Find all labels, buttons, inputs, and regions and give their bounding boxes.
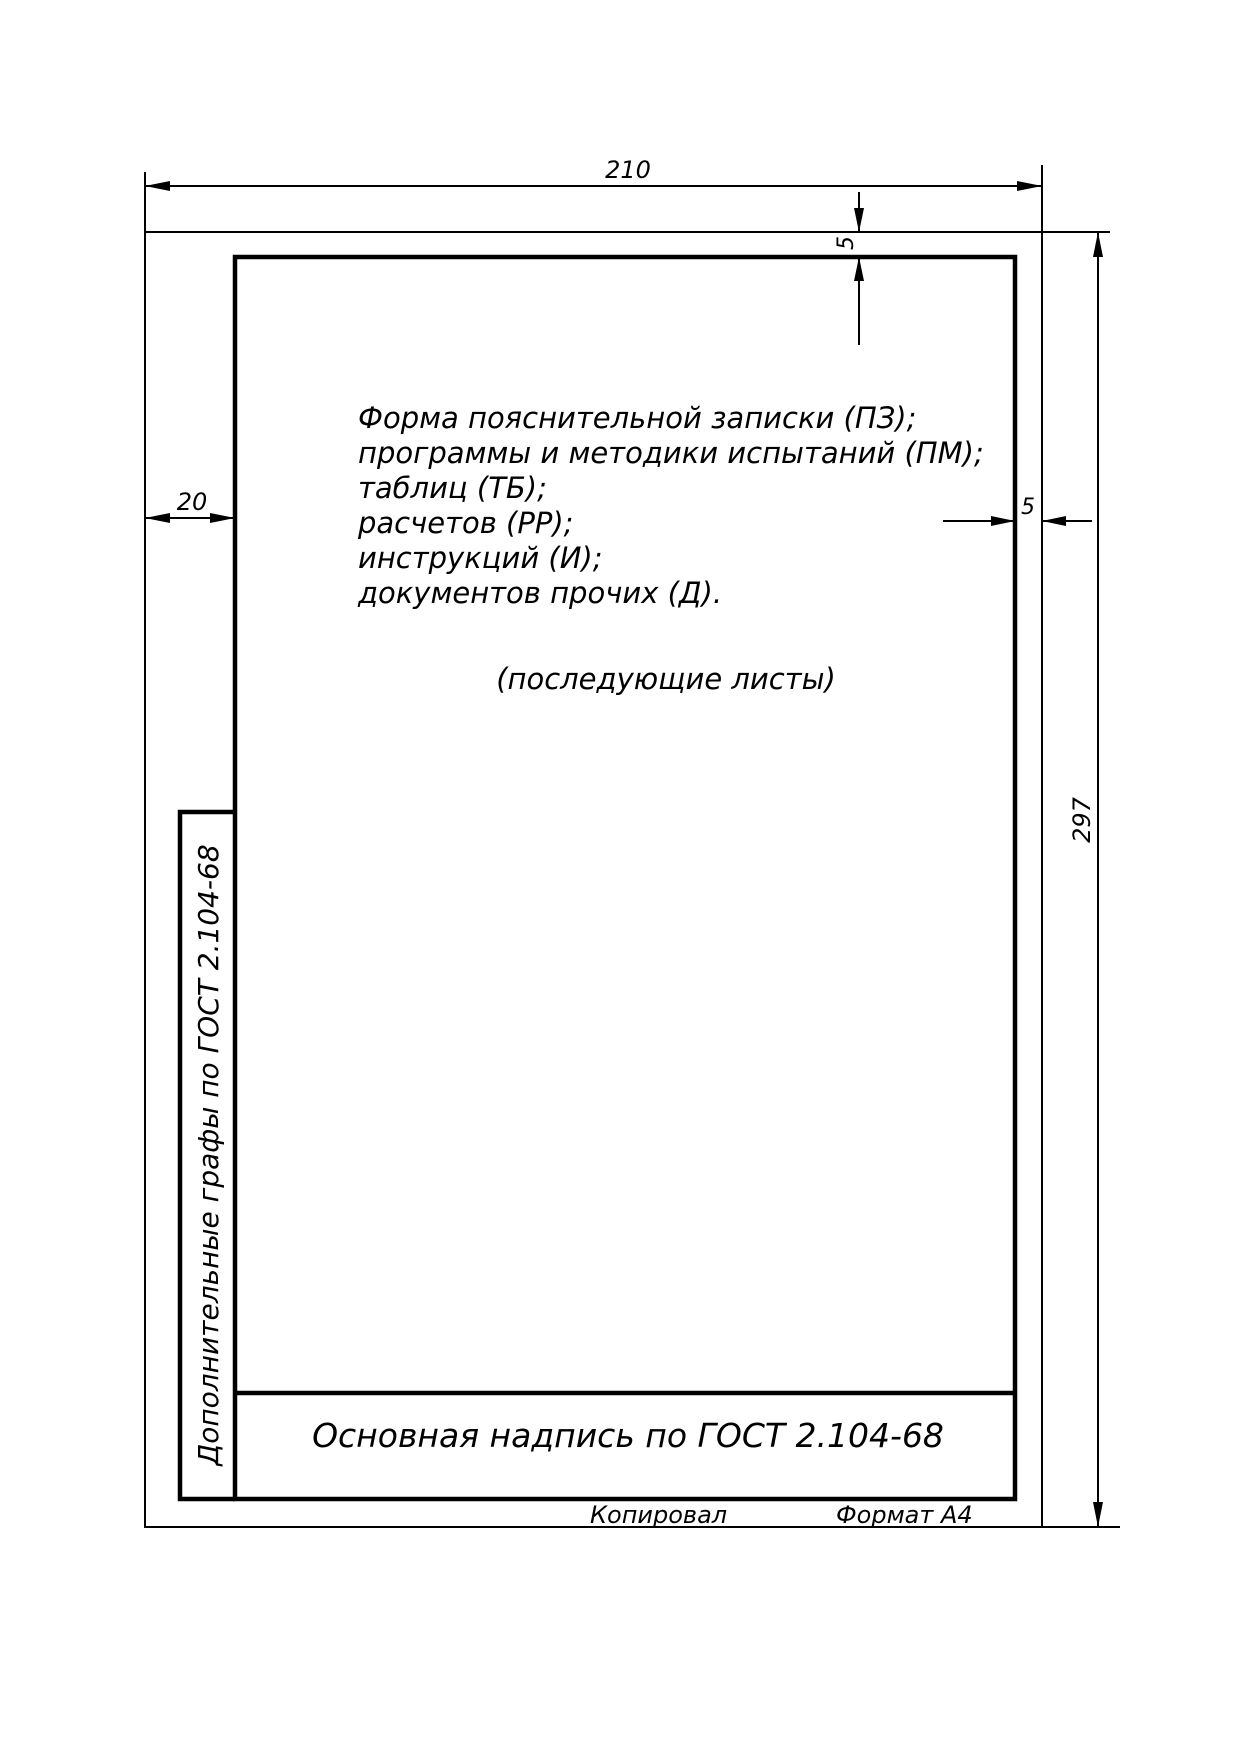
left-margin-arrow-right	[210, 513, 235, 523]
top-margin-arrow-up	[854, 257, 864, 281]
body-line-5: инструкций (И);	[358, 541, 603, 575]
left-margin-value: 20	[176, 488, 208, 516]
top-margin-arrow-down	[854, 208, 864, 232]
title-block-label: Основная надпись по ГОСТ 2.104-68	[312, 1416, 944, 1455]
footer-format-label: Формат А4	[836, 1501, 973, 1529]
body-line-3: таблиц (ТБ);	[358, 471, 547, 505]
body-line-6: документов прочих (Д).	[358, 576, 723, 610]
right-margin-arrow-in	[991, 516, 1015, 526]
width-dimension-value: 210	[605, 156, 651, 184]
footer-copied-label: Копировал	[590, 1501, 728, 1529]
right-margin-arrow-out	[1042, 516, 1066, 526]
body-line-4: расчетов (РР);	[358, 506, 574, 540]
body-line-2: программы и методики испытаний (ПМ);	[358, 436, 984, 470]
right-margin-value: 5	[1021, 495, 1035, 520]
top-margin-value: 5	[834, 236, 859, 250]
height-arrow-top	[1093, 232, 1103, 257]
document-types-list	[357, 401, 984, 610]
side-column-label: Дополнительные графы по ГОСТ 2.104-68	[192, 844, 225, 1466]
subtitle-following-sheets: (последующие листы)	[496, 662, 836, 696]
width-arrow-left	[145, 181, 170, 191]
width-arrow-right	[1017, 181, 1042, 191]
body-line-1: Форма пояснительной записки (ПЗ);	[358, 401, 917, 435]
height-dimension-value: 297	[1068, 797, 1096, 843]
height-arrow-bottom	[1093, 1502, 1103, 1527]
left-margin-arrow-left	[145, 513, 170, 523]
